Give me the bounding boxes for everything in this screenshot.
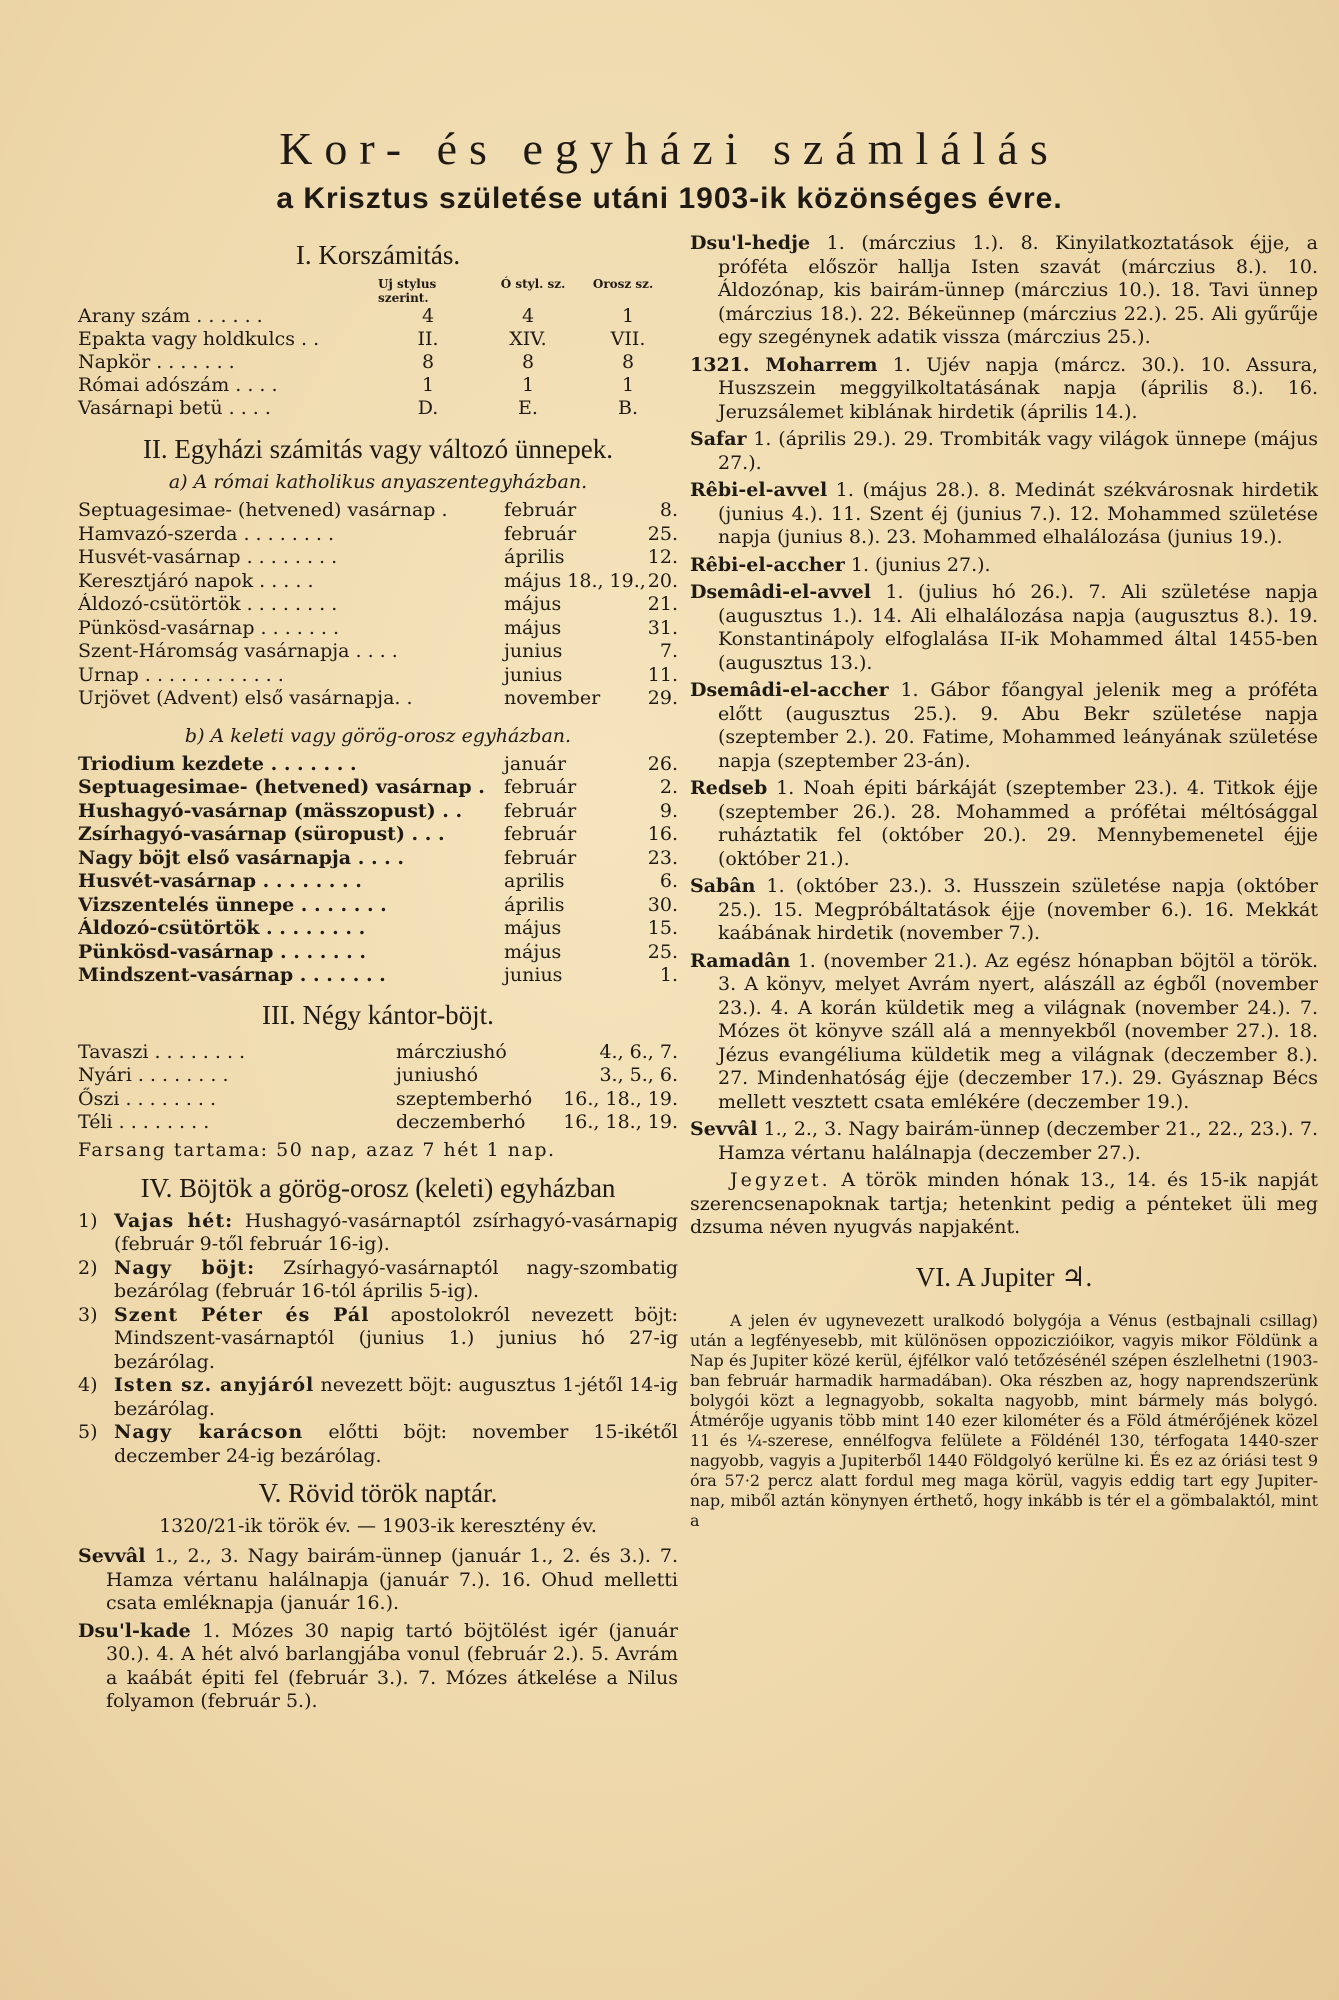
table-row — [78, 640, 678, 664]
month-events: 1. (április 29.). 29. Trombiták vagy világok ünnepe (május 27.). — [718, 428, 1318, 474]
list-item — [78, 1210, 678, 1257]
month-name: 1321. Moharrem — [690, 353, 878, 376]
epoch-label: Epakta vagy holdkulcs . . — [78, 328, 320, 350]
feast-month: február — [504, 823, 577, 845]
turkish-calendar-right — [690, 232, 1318, 1165]
epoch-russian: 1 — [621, 305, 635, 327]
feast-month: február — [504, 799, 577, 822]
feast-day: 31. — [647, 616, 678, 639]
fast-name: Isten sz. anyjáról — [114, 1374, 315, 1396]
feast-name: Áldozó-csütörtök . . . . . . . . — [78, 593, 338, 615]
fast-description: Hushagyó-vasárnaptól zsírhagyó-vasárnapig (február 9-től február 16-ig). — [114, 1209, 679, 1255]
ember-season: Téli . . . . . . . . — [78, 1111, 210, 1133]
epoch-russian: 8 — [621, 351, 635, 373]
left-column — [78, 230, 678, 1718]
epoch-column-headers — [378, 277, 678, 305]
feast-day: 12. — [647, 546, 678, 568]
item-number: 5) — [78, 1421, 98, 1443]
feast-month: február — [504, 522, 577, 545]
epoch-new-style: II. — [417, 328, 439, 350]
table-row — [78, 753, 678, 777]
item-number: 3) — [78, 1303, 98, 1326]
feast-month: november — [504, 687, 601, 709]
orthodox-fasts-list — [78, 1210, 678, 1469]
epoch-new-style: D. — [417, 397, 439, 419]
table-row — [78, 1041, 678, 1065]
page-subtitle: a Krisztus születése utáni 1903-ik közönséges évre. — [276, 182, 1063, 215]
epoch-label: Napkör . . . . . . . — [78, 351, 235, 373]
item-number: 1) — [78, 1209, 98, 1232]
table-row — [78, 870, 678, 894]
month-name: Sevvâl — [690, 1118, 758, 1140]
feast-month: február — [504, 499, 577, 521]
feast-day: 29. — [647, 687, 678, 709]
month-events: 1. Noah épiti bárkáját (szeptember 23.). 4. Titkok éjje (szeptember 26.). 28. Mohammed a prófétai méltósággal ruháztatik fel (október 20.). 29. Mennybemenetel éjje (október 21.). — [718, 777, 1318, 870]
month-name: Safar — [690, 428, 747, 450]
feast-day: 15. — [647, 917, 678, 939]
feast-name: Áldozó-csütörtök . . . . . . . . — [78, 917, 366, 939]
feast-month: május — [504, 593, 562, 615]
month-name: Rêbi-el-avvel — [690, 479, 828, 501]
fast-description: előtti böjt: november 15-ikétől deczember 24-ig bezárólag. — [114, 1421, 679, 1467]
feast-day: 20. — [647, 569, 678, 592]
feast-day: 11. — [647, 663, 678, 686]
feast-name: Hamvazó-szerda . . . . . . . . — [78, 522, 335, 545]
list-item — [690, 950, 1318, 1115]
list-item — [690, 875, 1318, 946]
table-row — [78, 917, 678, 941]
feast-name: Szent-Háromság vasárnapja . . . . — [78, 640, 398, 662]
fast-description: apostolokról nevezett böjt: Mindszent-vasárnaptól (junius 1.) junius hó 27-ig bezárólag. — [114, 1303, 678, 1373]
feast-month: junius — [504, 640, 563, 662]
month-events: 1. Mózes 30 napig tartó böjtölést igér (január 30.). 4. A hét alvó barlangjába vonul (február 2.). 5. Avrám a kaábát épiti fel (február 3.). 7. Mózes átkelése a Nilus folyamon (február 5.). — [106, 1619, 678, 1712]
turkish-year-line: 1320/21-ik török év. — 1903-ik keresztény év. — [159, 1515, 597, 1537]
month-name: Ramadân — [690, 949, 791, 972]
month-name: Redseb — [690, 777, 768, 799]
feast-month: aprilis — [504, 870, 565, 892]
table-row — [78, 305, 678, 328]
ember-days: 16., 18., 19. — [563, 1087, 678, 1110]
section-4-heading: IV. Böjtök a görög-orosz (keleti) egyházban — [140, 1172, 616, 1203]
carnival-duration: Farsang tartama: 50 nap, azaz 7 hét 1 nap. — [78, 1138, 556, 1161]
section-3-heading: III. Négy kántor-böjt. — [262, 999, 494, 1030]
feast-month: junius — [504, 663, 563, 686]
feast-month: május — [504, 940, 562, 963]
feast-name: Triodium kezdete . . . . . . . — [78, 752, 357, 775]
month-events: 1., 2., 3. Nagy bairám-ünnep (deczember 21., 22., 23.). 7. Hamza vértanu halálnapja (deczember 27.). — [718, 1118, 1318, 1164]
epoch-label: Vasárnapi betü . . . . — [78, 397, 271, 419]
feast-day: 23. — [647, 846, 678, 869]
feast-month: május — [504, 616, 562, 639]
month-name: Dsu'l-hedje — [690, 232, 811, 254]
right-column — [690, 232, 1318, 1531]
list-item — [78, 1620, 678, 1714]
month-events: 1. (julius hó 26.). 7. Ali születése napja (augusztus 1.). 14. Ali elhalálozása napja (augusztus 8.). 19. Konstantinápoly elfoglalása II-ik Mohammed által 1455-ben (augusztus 13.). — [718, 581, 1318, 674]
month-events: 1. Ujév napja (márcz. 30.). 10. Assura, Huszszein meggyilkoltatásának napja (április 8.). 16. Jeruzsálemet kiblának hirdetik (április 14.). — [718, 353, 1318, 423]
feast-name: Pünkösd-vasárnap . . . . . . . — [78, 940, 367, 963]
feast-day: 6. — [659, 870, 678, 892]
section-2a-title: a) A római katholikus anyaszentegyházban. — [168, 471, 588, 493]
feast-name: Septuagesimae- (hetvened) vasárnap . — [78, 499, 448, 521]
section-6-heading: VI. A Jupiter ♃. — [915, 1261, 1093, 1292]
month-name: Sabân — [690, 875, 756, 897]
table-row — [78, 351, 678, 374]
feast-name: Nagy böjt első vasárnapja . . . . — [78, 846, 405, 869]
table-row — [78, 941, 678, 965]
feast-month: február — [504, 776, 577, 798]
ember-season: Tavaszi . . . . . . . . — [78, 1040, 246, 1063]
table-row — [78, 1088, 678, 1112]
item-number: 2) — [78, 1256, 98, 1279]
list-item — [78, 1545, 678, 1616]
table-row — [78, 687, 678, 711]
epoch-new-style: 4 — [421, 305, 435, 327]
item-number: 4) — [78, 1374, 98, 1396]
page-title: Kor- és egyházi számlálás — [279, 123, 1060, 174]
feast-name: Husvét-vasárnap . . . . . . . . — [78, 870, 362, 892]
epoch-old-style: E. — [518, 397, 538, 419]
ember-days-table — [78, 1041, 678, 1135]
table-row — [78, 374, 678, 397]
section-2-heading: II. Egyházi számitás vagy változó ünnepek. — [142, 434, 614, 464]
list-item — [690, 679, 1318, 773]
feast-month: május 18., 19., — [504, 569, 646, 592]
epoch-russian: VII. — [610, 328, 646, 350]
turkish-note — [690, 1169, 1318, 1240]
feast-day: 30. — [647, 893, 678, 916]
feast-month: április — [504, 546, 565, 568]
epoch-old-style: 4 — [521, 305, 535, 327]
list-item — [690, 428, 1318, 475]
ember-month: deczemberhó — [396, 1111, 526, 1133]
table-row — [78, 593, 678, 617]
fast-description: nevezett böjt: augusztus 1-jétől 14-ig bezárólag. — [114, 1374, 678, 1420]
table-row — [78, 776, 678, 800]
table-row — [78, 800, 678, 824]
table-row — [78, 397, 678, 420]
fast-name: Szent Péter és Pál — [114, 1303, 370, 1326]
fast-description: Zsírhagyó-vasárnaptól nagy-szombatig bezárólag (február 16-tól április 5-ig). — [114, 1256, 678, 1302]
month-events: 1. (november 21.). Az egész hónapban böjtöl a török. 3. A könyv, melyet Avrám nyert, alászáll az égből (november 23.). 4. A korán küldetik meg a világnak (november 24.). 7. Mózes öt könyve száll alá a mennyekből (november 27.). 18. Jézus evangéliuma küldetik meg a világnak (deczember 8.). 27. Mindenhatóság éjje (deczember 17.). 29. Gyásznap Bécs mellett vesztett csata emlékére (deczember 19.). — [718, 949, 1319, 1113]
turkish-calendar-left — [78, 1545, 678, 1714]
month-name: Dsemâdi-el-avvel — [690, 581, 871, 603]
feast-name: Zsírhagyó-vasárnap (süropust) . . . — [78, 823, 445, 845]
section-5-heading: V. Rövid török naptár. — [258, 1478, 498, 1508]
month-events: 1. Gábor főangyal jelenik meg a próféta előtt (augusztus 25.). 9. Abu Bekr születése napja (szeptember 2.). 20. Fatime, Mohammed leányának születése napja (szeptember 23-án). — [718, 679, 1318, 772]
fast-name: Vajas hét: — [114, 1209, 234, 1232]
table-row — [78, 499, 678, 523]
list-item — [690, 479, 1318, 550]
list-item — [78, 1257, 678, 1304]
fast-name: Nagy karácson — [114, 1421, 304, 1443]
epoch-new-style: 1 — [421, 374, 435, 396]
feast-day: 25. — [647, 940, 678, 963]
col-header-old-style: Ó styl. sz. — [500, 277, 566, 291]
ember-days: 4., 6., 7. — [599, 1040, 678, 1063]
epoch-label: Római adószám . . . . — [78, 374, 278, 396]
feast-day: 7. — [659, 640, 678, 662]
list-item — [78, 1304, 678, 1375]
feast-name: Keresztjáró napok . . . . . — [78, 569, 314, 592]
feast-month: január — [504, 752, 567, 775]
table-row — [78, 664, 678, 688]
feast-day: 26. — [647, 752, 678, 775]
table-row — [78, 546, 678, 570]
feast-name: Urnap . . . . . . . . . . . . — [78, 663, 284, 686]
table-row — [78, 523, 678, 547]
epoch-new-style: 8 — [421, 351, 435, 373]
ember-season: Nyári . . . . . . . . — [78, 1064, 229, 1086]
feast-name: Septuagesimae- (hetvened) vasárnap . — [78, 776, 485, 798]
feast-name: Husvét-vasárnap . . . . . . . . — [78, 546, 338, 568]
table-row — [78, 894, 678, 918]
table-row — [78, 617, 678, 641]
epoch-label: Arany szám . . . . . . — [78, 305, 263, 327]
epoch-old-style: 8 — [521, 351, 535, 373]
feast-day: 16. — [647, 823, 678, 845]
ember-days: 3., 5., 6. — [599, 1064, 678, 1086]
section-2b-title: b) A keleti vagy görög-orosz egyházban. — [184, 724, 572, 747]
feast-day: 1. — [659, 964, 678, 986]
month-name: Dsu'l-kade — [78, 1619, 191, 1642]
list-item — [78, 1374, 678, 1421]
catholic-feasts-table — [78, 499, 678, 711]
table-row — [78, 823, 678, 847]
epoch-table — [78, 305, 678, 420]
table-row — [78, 1111, 678, 1135]
feast-day: 2. — [659, 776, 678, 798]
list-item — [690, 777, 1318, 871]
col-header-russian: Orosz sz. — [592, 277, 654, 291]
feast-month: junius — [504, 964, 563, 986]
feast-day: 8. — [659, 499, 678, 521]
list-item — [690, 554, 1318, 578]
feast-name: Urjövet (Advent) első vasárnapja. . — [78, 687, 413, 709]
feast-day: 21. — [647, 593, 678, 615]
epoch-old-style: XIV. — [509, 328, 547, 350]
list-item — [690, 1118, 1318, 1165]
list-item — [78, 1421, 678, 1468]
ember-month: szeptemberhó — [396, 1087, 533, 1110]
month-events: 1. (junius 27.). — [850, 553, 991, 576]
feast-name: Mindszent-vasárnap . . . . . . . — [78, 964, 386, 986]
month-name: Dsemâdi-el-accher — [690, 679, 889, 701]
epoch-old-style: 1 — [521, 374, 535, 396]
orthodox-feasts-table — [78, 753, 678, 988]
fast-name: Nagy böjt: — [114, 1256, 256, 1279]
feast-month: április — [504, 893, 565, 916]
epoch-russian: B. — [617, 397, 638, 419]
feast-name: Hushagyó-vasárnap (mässzopust) . . — [78, 799, 463, 822]
epoch-russian: 1 — [621, 374, 635, 396]
ember-month: juniushó — [396, 1064, 479, 1086]
list-item — [690, 232, 1318, 350]
ember-days: 16., 18., 19. — [563, 1111, 678, 1133]
month-events: 1. (márczius 1.). 8. Kinyilatkoztatások éjje, a próféta először hallja Isten szavát (márczius 8.). 10. Áldozónap, kis bairám-ünnep (márczius 10.). 18. Tavi ünnep (márczius 18.). 22. Békeünnep (márczius 22.). 25. Ali gyűrűje egy szegénynek adatik vissza (márczius 25.). — [718, 232, 1319, 348]
note-text: A török minden hónak 13., 14. és 15-ik napját szerencsenapoknak tartja; hetenkint pedig a pénteket üli meg dzsuma néven nyugvás napjaként. — [690, 1169, 1319, 1238]
ember-season: Őszi . . . . . . . . — [78, 1087, 217, 1110]
feast-day: 9. — [659, 799, 678, 822]
table-row — [78, 1064, 678, 1088]
month-events: 1., 2., 3. Nagy bairám-ünnep (január 1., 2. és 3.). 7. Hamza vértanu halálnapja (január 7.). 16. Ohud melletti csata emléknapja (január 16.). — [106, 1545, 678, 1614]
section-1-heading: I. Korszámitás. — [295, 240, 461, 270]
jupiter-text: A jelen év ugynevezett uralkodó bolygója a Vénus (estbajnali csillag) után a legfényesebb, mit különösen oppoziczióikor, vagyis mikor Földünk a Nap és Jupiter közé kerül, éjfélkor való tetőzésénél szépen észlelhetni (1903-ban február harmadik harmadában). Oka részben az, hogy naprendszerünk bolygói közt a legnagyobb, sokalta nagyobb, mint bármely más bolygó. Átmérője ugyanis több mint 140 ezer kilométer és a Föld átmérőjének közel 11 és ¼-szerese, ennélfogva felülete a Földénél 130, térfogata 1440-szer nagyobb, vagyis a Jupiterből 1440 Földgolyó kerülne ki. És ez az óriási test 9 óra 57·2 percz alatt fordul meg maga körül, vagyis eddig tart egy Jupiter-nap, miből aztán könynyen érthető, hogy inkább is tér el a gömbalaktól, mint a — [690, 1310, 1318, 1530]
table-row — [78, 964, 678, 988]
month-events: 1. (október 23.). 3. Husszein születése napja (október 25.). 15. Megpróbáltatások éjje (november 6.). 16. Mekkát kaábának hirdetik (november 7.). — [718, 875, 1318, 944]
feast-day: 25. — [647, 522, 678, 545]
table-row — [78, 847, 678, 871]
month-events: 1. (május 28.). 8. Medinát székvárosnak hirdetik (junius 4.). 11. Szent éj (junius 7.). 12. Mohammed születése napja (junius 8.). 23. Mohammed elhalálozása (junius 19.). — [718, 479, 1318, 548]
table-row — [78, 328, 678, 351]
feast-name: Pünkösd-vasárnap . . . . . . . — [78, 616, 340, 639]
feast-month: február — [504, 846, 577, 869]
feast-name: Vizszentelés ünnepe . . . . . . . — [78, 893, 387, 916]
table-row — [78, 570, 678, 594]
col-header-new-style: Uj stylus szerint. — [378, 277, 437, 305]
list-item — [690, 354, 1318, 425]
note-label: Jegyzet. — [730, 1169, 831, 1191]
feast-month: május — [504, 917, 562, 939]
month-name: Rêbi-el-accher — [690, 553, 845, 576]
list-item — [690, 581, 1318, 675]
month-name: Sevvâl — [78, 1545, 146, 1567]
ember-month: márcziushó — [396, 1040, 507, 1063]
